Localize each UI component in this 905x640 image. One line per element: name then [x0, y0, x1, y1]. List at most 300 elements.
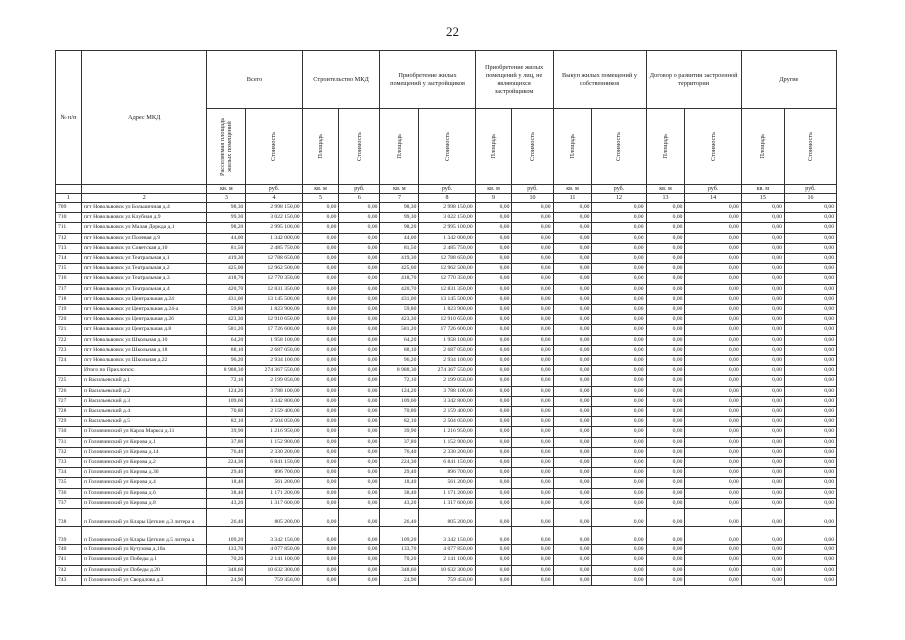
cell-area: 0,00 [741, 407, 784, 417]
cell-area: 0,00 [646, 274, 685, 284]
cell-area: 0,00 [646, 437, 685, 447]
cell-area: 0,00 [646, 417, 685, 427]
cell-cost: 0,00 [339, 284, 380, 294]
table-row [56, 458, 837, 468]
cell-area: 76,40 [207, 447, 246, 457]
row-number: 723 [56, 345, 82, 355]
cell-cost: 0,00 [685, 325, 741, 335]
cell-cost: 0,00 [784, 458, 836, 468]
cell-cost: 0,00 [339, 203, 380, 213]
cell-cost: 0,00 [784, 243, 836, 253]
cell-cost: 0,00 [685, 284, 741, 294]
cell-cost: 1 152 900,00 [419, 437, 475, 447]
cell-area: 0,00 [302, 555, 339, 565]
row-number: 721 [56, 325, 82, 335]
cell-area: 76,40 [380, 447, 419, 457]
cell-area: 0,00 [741, 458, 784, 468]
header-group-purchase-developers: Приобретение жилых помещений у застройщиков [380, 51, 475, 109]
cell-cost: 0,00 [784, 223, 836, 233]
cell-area: 0,00 [475, 243, 512, 253]
cell-cost: 2 159 400,00 [419, 407, 475, 417]
cell-area: 38,40 [380, 488, 419, 498]
cell-cost: 0,00 [592, 233, 646, 243]
cell-area: 0,00 [302, 407, 339, 417]
cell-area: 39,90 [207, 427, 246, 437]
column-number: 1 [56, 194, 82, 203]
row-number: 732 [56, 447, 82, 457]
cell-area: 0,00 [646, 254, 685, 264]
units-row [56, 185, 837, 194]
cell-cost: 0,00 [512, 458, 553, 468]
cell-area: 0,00 [646, 447, 685, 457]
cell-cost: 2 934 100,00 [419, 356, 475, 366]
cell-cost: 0,00 [784, 203, 836, 213]
cell-area: 0,00 [302, 437, 339, 447]
cell-area: 0,00 [302, 545, 339, 555]
cell-cost: 1 216 950,00 [246, 427, 302, 437]
cell-cost: 0,00 [685, 243, 741, 253]
cell-cost: 0,00 [592, 527, 646, 545]
cell-area: 0,00 [475, 527, 512, 545]
cell-area: 18,40 [207, 478, 246, 488]
column-numbers-row [56, 194, 837, 203]
cell-area: 0,00 [741, 488, 784, 498]
cell-area: 0,00 [475, 203, 512, 213]
cell-cost: 805 200,00 [246, 509, 302, 527]
cell-area: 0,00 [741, 468, 784, 478]
cell-cost: 0,00 [512, 254, 553, 264]
row-address: п Головчинский ул Свердлова д.3 [81, 575, 206, 585]
cell-cost: 0,00 [339, 407, 380, 417]
cell-cost: 2 998 150,00 [246, 203, 302, 213]
cell-cost: 0,00 [784, 254, 836, 264]
cell-cost: 0,00 [512, 233, 553, 243]
cell-cost: 0,00 [339, 468, 380, 478]
cell-cost: 0,00 [784, 565, 836, 575]
cell-cost: 0,00 [784, 213, 836, 223]
cell-area: 0,00 [553, 488, 592, 498]
unit-cost: руб. [685, 185, 741, 194]
cell-cost: 0,00 [339, 545, 380, 555]
cell-cost: 0,00 [685, 427, 741, 437]
cell-area: 0,00 [741, 284, 784, 294]
cell-area: 0,00 [475, 356, 512, 366]
cell-cost: 0,00 [592, 335, 646, 345]
cell-cost: 3 342 150,00 [419, 527, 475, 545]
table-row [56, 203, 837, 213]
cell-cost: 0,00 [685, 478, 741, 488]
cell-cost: 0,00 [784, 575, 836, 585]
cell-cost: 0,00 [592, 447, 646, 457]
cell-cost: 0,00 [784, 356, 836, 366]
cell-cost: 0,00 [339, 427, 380, 437]
cell-cost: 0,00 [512, 478, 553, 488]
table-row [56, 213, 837, 223]
cell-cost: 0,00 [339, 233, 380, 243]
cell-cost: 0,00 [784, 498, 836, 508]
cell-cost: 0,00 [784, 527, 836, 545]
cell-area: 0,00 [302, 478, 339, 488]
cell-area: 0,00 [553, 376, 592, 386]
column-number: 7 [380, 194, 419, 203]
cell-area: 0,00 [475, 223, 512, 233]
cell-cost: 1 342 000,00 [246, 233, 302, 243]
table-row [56, 305, 837, 315]
cell-area: 64,20 [380, 335, 419, 345]
header-area: Площадь [490, 134, 498, 159]
cell-area: 0,00 [646, 376, 685, 386]
page-number: 22 [446, 24, 459, 39]
cell-area: 0,00 [553, 356, 592, 366]
cell-cost: 17 726 600,00 [246, 325, 302, 335]
row-address: п Васильевский д.2 [81, 386, 206, 396]
table-row [56, 407, 837, 417]
table-row [56, 335, 837, 345]
table-row [56, 315, 837, 325]
cell-cost: 0,00 [592, 345, 646, 355]
cell-cost: 12 962 500,00 [246, 264, 302, 274]
cell-area: 37,80 [380, 437, 419, 447]
cell-area: 0,00 [302, 458, 339, 468]
cell-area: 0,00 [553, 555, 592, 565]
cell-cost: 0,00 [685, 376, 741, 386]
cell-cost: 759 450,00 [419, 575, 475, 585]
cell-cost: 3 342 800,00 [419, 396, 475, 406]
cell-area: 0,00 [302, 213, 339, 223]
cell-area: 0,00 [475, 305, 512, 315]
cell-cost: 0,00 [592, 427, 646, 437]
table-row [56, 223, 837, 233]
cell-cost: 0,00 [784, 284, 836, 294]
cell-area: 0,00 [302, 386, 339, 396]
cell-area: 38,40 [207, 488, 246, 498]
cell-cost: 0,00 [512, 223, 553, 233]
cell-area: 0,00 [741, 356, 784, 366]
cell-cost: 0,00 [339, 447, 380, 457]
row-address: пгт Новольвовск ул Малая Доркда д.1 [81, 223, 206, 233]
cell-area: 109,60 [380, 396, 419, 406]
cell-area: 64,20 [207, 335, 246, 345]
row-number: 741 [56, 555, 82, 565]
cell-area: 44,00 [380, 233, 419, 243]
cell-area: 99,30 [380, 213, 419, 223]
cell-area: 0,00 [553, 458, 592, 468]
cell-area: 0,00 [646, 407, 685, 417]
cell-cost: 3 022 150,00 [246, 213, 302, 223]
cell-area: 0,00 [475, 386, 512, 396]
cell-area: 0,00 [741, 243, 784, 253]
row-address: п Головчинский ул Клары Цеткин д.3 литера а [81, 509, 206, 527]
cell-cost: 0,00 [592, 386, 646, 396]
cell-cost: 0,00 [685, 315, 741, 325]
cell-cost: 0,00 [784, 555, 836, 565]
cell-cost: 2 485 750,00 [419, 243, 475, 253]
header-group-other: Другие [741, 51, 836, 109]
cell-cost: 0,00 [339, 527, 380, 545]
cell-cost: 0,00 [512, 325, 553, 335]
cell-area: 0,00 [475, 407, 512, 417]
unit-area: кв. м [380, 185, 419, 194]
column-number: 8 [419, 194, 475, 203]
cell-cost: 0,00 [339, 305, 380, 315]
column-number: 9 [475, 194, 512, 203]
row-number [56, 366, 82, 376]
cell-area: 0,00 [302, 315, 339, 325]
cell-cost: 12 831 350,00 [246, 284, 302, 294]
cell-area: 0,00 [646, 233, 685, 243]
row-address: п Головчинский ул Кирова д.1 [81, 437, 206, 447]
cell-area: 0,00 [741, 213, 784, 223]
cell-area: 0,00 [741, 498, 784, 508]
cell-area: 0,00 [302, 366, 339, 376]
cell-cost: 0,00 [339, 243, 380, 253]
cell-cost: 1 342 000,00 [419, 233, 475, 243]
unit-area: кв. м [207, 185, 246, 194]
cell-area: 0,00 [741, 264, 784, 274]
cell-cost: 3 022 150,00 [419, 213, 475, 223]
header-cost: Стоимость [443, 131, 451, 161]
cell-cost: 0,00 [592, 213, 646, 223]
cell-cost: 1 823 900,00 [419, 305, 475, 315]
cell-cost: 12 910 650,00 [419, 315, 475, 325]
cell-cost: 0,00 [592, 396, 646, 406]
cell-cost: 0,00 [685, 213, 741, 223]
cell-area: 0,00 [741, 294, 784, 304]
cell-area: 0,00 [302, 396, 339, 406]
cell-area: 0,00 [302, 427, 339, 437]
cell-cost: 0,00 [592, 315, 646, 325]
cell-area: 70,20 [207, 555, 246, 565]
table-row [56, 417, 837, 427]
cell-cost: 12 788 650,00 [246, 254, 302, 264]
cell-area: 0,00 [475, 315, 512, 325]
row-number: 719 [56, 305, 82, 315]
cell-cost: 0,00 [339, 565, 380, 575]
cell-cost: 0,00 [685, 264, 741, 274]
cell-cost: 0,00 [685, 555, 741, 565]
column-number: 16 [784, 194, 836, 203]
cell-cost: 6 841 150,00 [246, 458, 302, 468]
cell-area: 348,60 [207, 565, 246, 575]
cell-area: 0,00 [646, 396, 685, 406]
cell-area: 0,00 [741, 427, 784, 437]
cell-cost: 0,00 [339, 213, 380, 223]
row-address: пгт Новольвовск ул Клубная д.9 [81, 213, 206, 223]
column-number: 3 [207, 194, 246, 203]
cell-cost: 0,00 [512, 488, 553, 498]
header-group-buyout: Выкуп жилых помещений у собственников [553, 51, 646, 109]
cell-cost: 0,00 [685, 335, 741, 345]
cell-area: 0,00 [553, 427, 592, 437]
row-address: п Головчинский ул Кирова д.30 [81, 468, 206, 478]
cell-cost: 1 152 900,00 [246, 437, 302, 447]
header-cost: Стоимость [615, 131, 623, 161]
cell-cost: 0,00 [339, 575, 380, 585]
cell-area: 0,00 [646, 555, 685, 565]
unit-cost: руб. [419, 185, 475, 194]
cell-cost: 274 367 550,00 [419, 366, 475, 376]
cell-cost: 0,00 [685, 356, 741, 366]
column-number: 12 [592, 194, 646, 203]
row-number: 720 [56, 315, 82, 325]
cell-cost: 0,00 [685, 509, 741, 527]
unit-area: кв. м [302, 185, 339, 194]
cell-cost: 0,00 [512, 527, 553, 545]
cell-area: 0,00 [741, 565, 784, 575]
cell-cost: 0,00 [339, 274, 380, 284]
cell-cost: 0,00 [784, 509, 836, 527]
cell-area: 0,00 [553, 335, 592, 345]
cell-cost: 0,00 [685, 575, 741, 585]
cell-area: 72,10 [207, 376, 246, 386]
cell-area: 0,00 [302, 575, 339, 585]
cell-cost: 0,00 [685, 468, 741, 478]
cell-cost: 0,00 [592, 223, 646, 233]
cell-cost: 12 770 350,00 [246, 274, 302, 284]
cell-area: 0,00 [646, 325, 685, 335]
cell-area: 420,70 [207, 284, 246, 294]
cell-area: 0,00 [646, 223, 685, 233]
cell-area: 0,00 [302, 565, 339, 575]
row-number: 738 [56, 509, 82, 527]
cell-area: 0,00 [741, 274, 784, 284]
cell-cost: 12 962 500,00 [419, 264, 475, 274]
cell-cost: 0,00 [512, 386, 553, 396]
cell-area: 418,70 [207, 274, 246, 284]
cell-area: 0,00 [741, 527, 784, 545]
cell-cost: 0,00 [784, 305, 836, 315]
cell-area: 0,00 [553, 527, 592, 545]
cell-cost: 1 171 200,00 [419, 488, 475, 498]
header-area: Площадь [662, 134, 669, 159]
cell-area: 0,00 [646, 294, 685, 304]
row-address: пгт Новольвовск ул Школьная д.18 [81, 345, 206, 355]
cell-cost: 0,00 [512, 294, 553, 304]
cell-area: 0,00 [475, 575, 512, 585]
cell-area: 81,50 [380, 243, 419, 253]
row-address: п Головчинский ул Победы д.1 [81, 555, 206, 565]
row-number: 724 [56, 356, 82, 366]
cell-cost: 0,00 [784, 345, 836, 355]
cell-cost: 0,00 [512, 366, 553, 376]
cell-area: 0,00 [553, 284, 592, 294]
cell-cost: 0,00 [685, 254, 741, 264]
cell-cost: 0,00 [592, 468, 646, 478]
cell-area: 0,00 [553, 366, 592, 376]
resettlement-table [55, 50, 837, 586]
table-row [56, 233, 837, 243]
cell-cost: 0,00 [784, 488, 836, 498]
cell-area: 0,00 [646, 315, 685, 325]
row-address: пгт Новольвовск ул Большичная д.4 [81, 203, 206, 213]
subtotal-row [56, 366, 837, 376]
cell-cost: 12 770 350,00 [419, 274, 475, 284]
cell-cost: 4 077 850,00 [419, 545, 475, 555]
cell-area: 98,30 [380, 203, 419, 213]
cell-cost: 0,00 [512, 427, 553, 437]
cell-area: 26,40 [207, 509, 246, 527]
cell-cost: 0,00 [339, 366, 380, 376]
cell-cost: 2 504 050,00 [419, 417, 475, 427]
cell-area: 0,00 [741, 305, 784, 315]
cell-cost: 0,00 [512, 575, 553, 585]
cell-area: 0,00 [302, 254, 339, 264]
row-number: 734 [56, 468, 82, 478]
cell-cost: 0,00 [339, 254, 380, 264]
table-row [56, 509, 837, 527]
row-address: Итого по Прихлопск: [81, 366, 206, 376]
cell-cost: 0,00 [784, 468, 836, 478]
cell-area: 0,00 [475, 488, 512, 498]
cell-cost: 6 841 150,00 [419, 458, 475, 468]
cell-cost: 2 687 050,00 [419, 345, 475, 355]
cell-area: 0,00 [741, 509, 784, 527]
cell-area: 0,00 [302, 284, 339, 294]
row-address: п Головчинский ул Кирова д.2 [81, 458, 206, 468]
cell-cost: 0,00 [512, 264, 553, 274]
cell-area: 348,60 [380, 565, 419, 575]
cell-area: 0,00 [302, 274, 339, 284]
cell-area: 109,20 [380, 527, 419, 545]
header-no: № п/п [56, 51, 82, 185]
cell-area: 0,00 [741, 223, 784, 233]
table-row [56, 478, 837, 488]
cell-cost: 0,00 [685, 203, 741, 213]
table-row [56, 254, 837, 264]
cell-area: 0,00 [475, 565, 512, 575]
row-address: пгт Новольвовск ул Театральная д.4 [81, 284, 206, 294]
cell-cost: 1 823 900,00 [246, 305, 302, 315]
cell-cost: 0,00 [512, 437, 553, 447]
cell-cost: 2 159 400,00 [246, 407, 302, 417]
cell-cost: 0,00 [685, 458, 741, 468]
cell-area: 0,00 [646, 213, 685, 223]
cell-cost: 0,00 [685, 498, 741, 508]
cell-cost: 3 788 100,00 [419, 386, 475, 396]
cell-cost: 0,00 [339, 345, 380, 355]
cell-area: 0,00 [553, 565, 592, 575]
cell-area: 0,00 [475, 294, 512, 304]
cell-area: 0,00 [741, 396, 784, 406]
column-number: 4 [246, 194, 302, 203]
cell-area: 0,00 [646, 305, 685, 315]
cell-cost: 0,00 [512, 284, 553, 294]
row-number: 712 [56, 233, 82, 243]
row-number: 735 [56, 478, 82, 488]
cell-area: 224,30 [207, 458, 246, 468]
cell-area: 0,00 [553, 345, 592, 355]
cell-cost: 0,00 [512, 407, 553, 417]
cell-cost: 0,00 [784, 233, 836, 243]
cell-area: 70,20 [380, 555, 419, 565]
cell-area: 0,00 [302, 345, 339, 355]
cell-area: 0,00 [741, 386, 784, 396]
cell-cost: 1 958 100,00 [419, 335, 475, 345]
cell-cost: 0,00 [784, 396, 836, 406]
cell-cost: 0,00 [339, 488, 380, 498]
cell-area: 419,30 [207, 254, 246, 264]
cell-cost: 274 367 550,00 [246, 366, 302, 376]
header-area: Площадь [316, 134, 324, 159]
cell-cost: 2 504 050,00 [246, 417, 302, 427]
cell-area: 0,00 [646, 284, 685, 294]
table-row [56, 575, 837, 585]
cell-cost: 2 998 150,00 [419, 203, 475, 213]
cell-area: 133,70 [207, 545, 246, 555]
cell-area: 0,00 [475, 417, 512, 427]
row-number: 739 [56, 527, 82, 545]
row-address: п Васильевский д.3 [81, 396, 206, 406]
